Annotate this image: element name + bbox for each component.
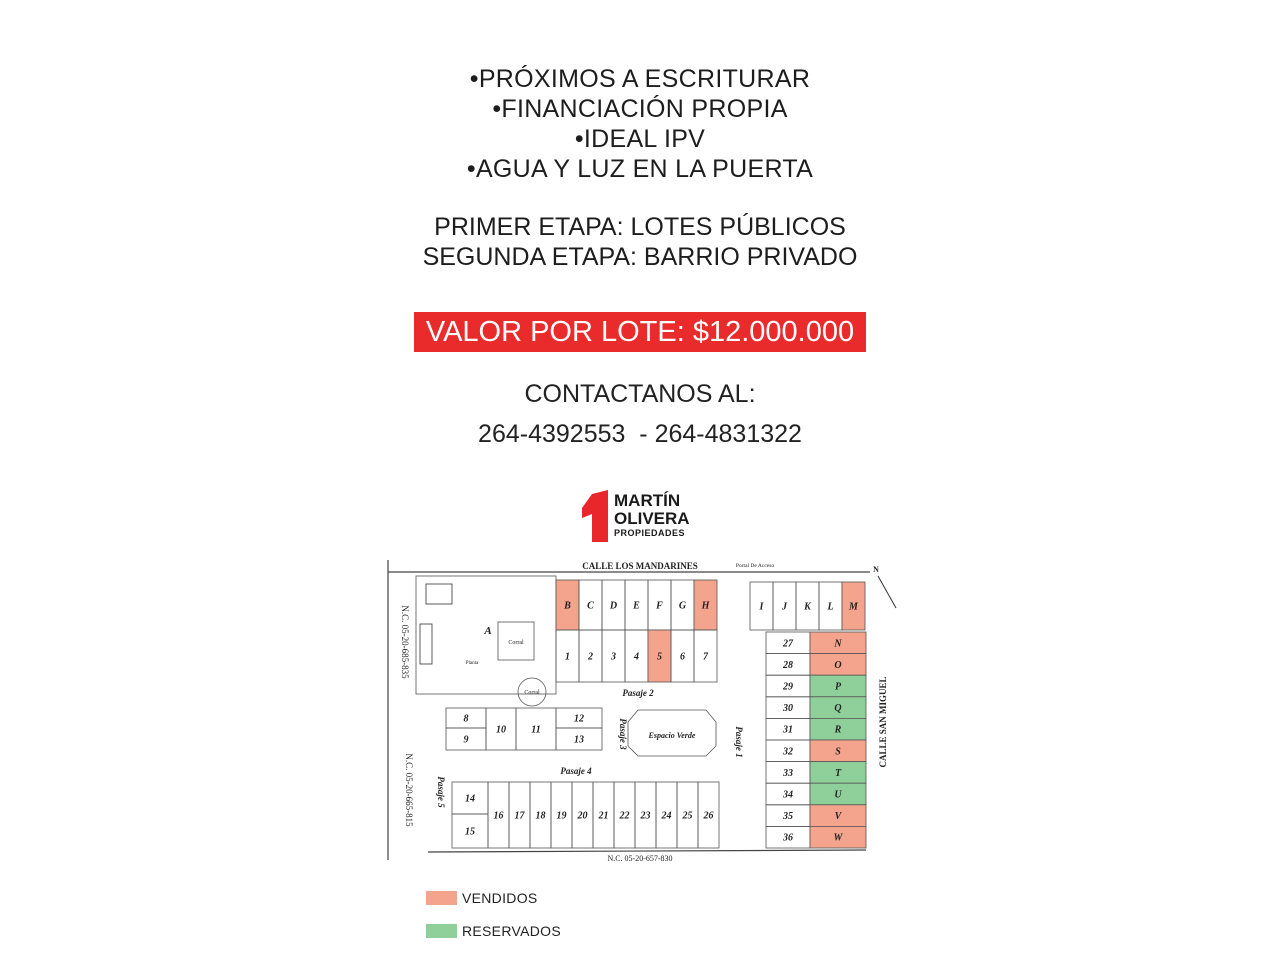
street-label-top: CALLE LOS MANDARINES bbox=[582, 561, 698, 571]
lot-5-label: 5 bbox=[657, 651, 662, 663]
building-icon bbox=[426, 584, 452, 604]
lot-1-label: 1 bbox=[565, 651, 570, 663]
legend-sold-label: VENDIDOS bbox=[462, 890, 538, 906]
lot-22-label: 22 bbox=[619, 810, 630, 822]
shed-icon bbox=[420, 624, 432, 664]
lot-G-label: G bbox=[678, 600, 687, 612]
stages-info bbox=[0, 212, 1280, 272]
lot-16-label: 16 bbox=[493, 810, 504, 822]
lot-33-label: 33 bbox=[783, 767, 793, 779]
agency-logo bbox=[580, 490, 710, 542]
lot-36-label: 36 bbox=[783, 832, 793, 844]
street-label-right: CALLE SAN MIGUEL bbox=[878, 676, 888, 768]
lot-21-label: 21 bbox=[598, 810, 609, 822]
lot-V-label: V bbox=[834, 811, 842, 823]
lot-2-label: 2 bbox=[588, 651, 593, 663]
lot-P-label: P bbox=[834, 681, 842, 693]
lot-11-label: 11 bbox=[531, 724, 541, 736]
lot-H-label: H bbox=[701, 600, 710, 612]
features-list bbox=[0, 64, 1280, 184]
street-label-left-bottom: N.C. 05-20-665-815 bbox=[404, 753, 414, 827]
lot-15-label: 15 bbox=[465, 826, 475, 838]
subdivision-plan bbox=[380, 552, 910, 869]
lot-C-label: C bbox=[587, 600, 594, 612]
pasaje-1-label: Pasaje 1 bbox=[734, 726, 744, 758]
contact-phones: 264-4392553 - 264-4831322 bbox=[478, 420, 802, 448]
logo-line-1: MARTÍN bbox=[614, 491, 681, 510]
lot-20-label: 20 bbox=[577, 810, 588, 822]
legend-reserved-label: RESERVADOS bbox=[462, 923, 561, 939]
lot-10-label: 10 bbox=[496, 724, 506, 736]
lot-a-label: A bbox=[484, 625, 492, 637]
lot-W-label: W bbox=[833, 832, 843, 844]
lot-R-label: R bbox=[834, 724, 842, 736]
feature-item: •AGUA Y LUZ EN LA PUERTA bbox=[466, 155, 814, 183]
lot-14-label: 14 bbox=[465, 793, 475, 805]
lot-24-label: 24 bbox=[661, 810, 672, 822]
lot-4-label: 4 bbox=[634, 651, 639, 663]
lot-S-label: S bbox=[835, 746, 841, 758]
lot-23-label: 23 bbox=[640, 810, 651, 822]
pasaje-3-label: Pasaje 3 bbox=[618, 718, 628, 750]
green-space-label: Espacio Verde bbox=[648, 731, 696, 740]
feature-item: •FINANCIACIÓN PROPIA bbox=[492, 95, 788, 123]
sold-swatch bbox=[426, 891, 457, 905]
feature-item: •PRÓXIMOS A ESCRITURAR bbox=[469, 65, 811, 93]
lot-L-label: L bbox=[827, 601, 834, 613]
north-arrow-icon bbox=[878, 576, 896, 608]
lot-I-label: I bbox=[759, 601, 764, 613]
contact-label: CONTACTANOS AL: bbox=[524, 380, 756, 408]
stage-line: PRIMER ETAPA: LOTES PÚBLICOS bbox=[434, 213, 846, 241]
street-label-bottom: N.C. 05-20-657-830 bbox=[607, 854, 673, 863]
corral-circle-label: Corral bbox=[524, 690, 540, 696]
lot-31-label: 31 bbox=[783, 724, 793, 736]
lot-F-label: F bbox=[656, 600, 663, 612]
corral-label: Corral bbox=[508, 640, 524, 646]
lot-17-label: 17 bbox=[514, 810, 525, 822]
logo-line-2: OLIVERA bbox=[614, 509, 690, 528]
pasaje-5-label: Pasaje 5 bbox=[436, 776, 446, 808]
lot-32-label: 32 bbox=[783, 746, 793, 758]
lot-30-label: 30 bbox=[783, 703, 793, 715]
reserved-swatch bbox=[426, 924, 457, 938]
boundary-south bbox=[428, 850, 866, 852]
north-label: N bbox=[873, 565, 879, 574]
access-label: Portal De Acceso bbox=[735, 563, 775, 569]
lot-18-label: 18 bbox=[535, 810, 546, 822]
lot-D-label: D bbox=[609, 600, 618, 612]
logo-line-3: PROPIEDADES bbox=[614, 528, 686, 538]
lot-35-label: 35 bbox=[783, 811, 793, 823]
lot-J-label: J bbox=[782, 601, 787, 613]
logo-mark-icon bbox=[580, 490, 610, 542]
lot-6-label: 6 bbox=[680, 651, 685, 663]
lot-34-label: 34 bbox=[783, 789, 793, 801]
lot-27-label: 27 bbox=[783, 638, 793, 650]
pasaje-2-label: Pasaje 2 bbox=[622, 688, 654, 698]
lot-25-label: 25 bbox=[682, 810, 693, 822]
stage-line: SEGUNDA ETAPA: BARRIO PRIVADO bbox=[422, 243, 858, 271]
lot-28-label: 28 bbox=[783, 659, 793, 671]
planta-label: Planta bbox=[465, 661, 479, 666]
plan-drawing bbox=[380, 552, 910, 864]
lot-N-label: N bbox=[834, 638, 842, 650]
price-banner: VALOR POR LOTE: $12.000.000 bbox=[414, 312, 866, 352]
lot-E-label: E bbox=[633, 600, 640, 612]
street-label-left-top: N.C. 05-20-685-835 bbox=[400, 605, 410, 679]
lot-19-label: 19 bbox=[556, 810, 567, 822]
lot-O-label: O bbox=[834, 659, 842, 671]
lot-M-label: M bbox=[849, 601, 858, 613]
lot-12-label: 12 bbox=[574, 713, 584, 725]
lot-8-label: 8 bbox=[463, 713, 469, 725]
lot-9-label: 9 bbox=[463, 734, 469, 746]
lot-B-label: B bbox=[564, 600, 571, 612]
lot-U-label: U bbox=[834, 789, 842, 801]
lot-Q-label: Q bbox=[834, 703, 842, 715]
lot-3-label: 3 bbox=[611, 651, 616, 663]
lot-13-label: 13 bbox=[574, 734, 584, 746]
lot-29-label: 29 bbox=[783, 681, 793, 693]
lot-T-label: T bbox=[834, 767, 842, 779]
lot-7-label: 7 bbox=[703, 651, 708, 663]
lot-26-label: 26 bbox=[703, 810, 714, 822]
feature-item: •IDEAL IPV bbox=[574, 125, 706, 153]
pasaje-4-label: Pasaje 4 bbox=[560, 766, 592, 776]
lot-K-label: K bbox=[804, 601, 811, 613]
